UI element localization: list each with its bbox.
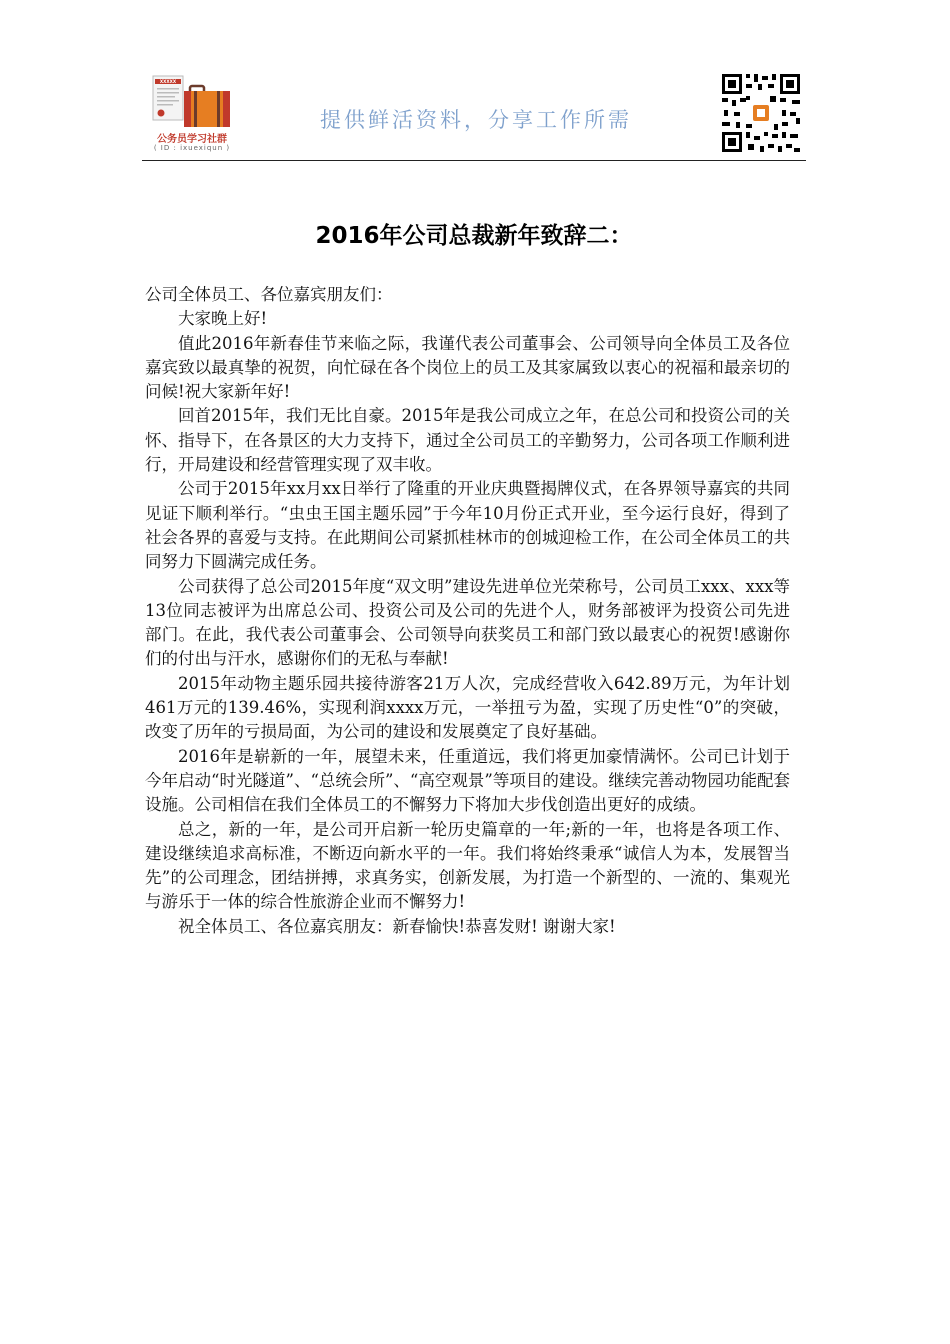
paragraph: 值此2016年新春佳节来临之际，我谨代表公司董事会、公司领导向全体员工及各位嘉宾致以最真挚的祝贺，向忙碌在各个岗位上的员工及其家属致以衷心的祝福和最亲切的问候!祝大家新年好!: [145, 333, 790, 402]
qr-code: [720, 72, 802, 154]
logo-badge-text: XXXXX: [159, 79, 177, 85]
document-title: 2016年公司总裁新年致辞二：: [315, 223, 633, 249]
paragraph: 总之，新的一年，是公司开启新一轮历史篇章的一年;新的一年，也将是各项工作、建设继续追求高标准，不断迈向新水平的一年。我们将始终秉承“诚信人为本，发展智当先”的公司理念，团结拼搏，求真务实，创新发展，为打造一个新型的、一流的、集观光与游乐于一体的综合性旅游企业而不懈努力!: [145, 819, 790, 912]
page-header: [142, 60, 806, 161]
logo-id: ( ID : ixuexiqun ): [153, 144, 231, 152]
paragraph: 公司获得了总公司2015年度“双文明”建设先进单位光荣称号，公司员工xxx、xxx等13位同志被评为出席总公司、投资公司及公司的先进个人，财务部被评为投资公司先进部门。在此，我代表公司董事会、公司领导向获奖员工和部门致以最衷心的祝贺!感谢你们的付出与汗水，感谢你们的无私与奉献!: [145, 576, 790, 669]
salutation: 公司全体员工、各位嘉宾朋友们：: [145, 285, 393, 304]
paragraph: 大家晚上好!: [178, 309, 268, 329]
logo-name: 公务员学习社群: [157, 134, 227, 145]
paragraph: 祝全体员工、各位嘉宾朋友：新春愉快!恭喜发财! 谢谢大家!: [178, 916, 616, 936]
qr-code-icon: [720, 72, 802, 154]
paragraph: 公司于2015年xx月xx日举行了隆重的开业庆典暨揭牌仪式，在各界领导嘉宾的共同见证下顺利举行。“虫虫王国主题乐园”于今年10月份正式开业，至今运行良好，得到了社会各界的喜爱与支持。在此期间公司紧抓桂林市的创城迎检工作，在公司全体员工的共同努力下圆满完成任务。: [145, 479, 790, 572]
paragraph: 2015年动物主题乐园共接待游客21万人次，完成经营收入642.89万元，为年计划461万元的139.46%，实现利润xxxx万元，一举扭亏为盈，实现了历史性“0”的突破，改变了历年的亏损局面，为公司的建设和发展奠定了良好基础。: [145, 673, 790, 742]
paragraph: 2016年是崭新的一年，展望未来，任重道远，我们将更加豪情满怀。公司已计划于今年启动“时光隧道”、“总统会所”、“高空观景”等项目的建设。继续完善动物园功能配套设施。公司相信在我们全体员工的不懈努力下将加大步伐创造出更好的成绩。: [145, 746, 790, 815]
document-body: [145, 283, 790, 939]
paragraph: 回首2015年，我们无比自豪。2015年是我公司成立之年，在总公司和投资公司的关怀、指导下，在各景区的大力支持下，通过全公司员工的辛勤努力，公司各项工作顺利进行，开局建设和经营管理实现了双丰收。: [145, 406, 790, 475]
slogan: 提供鲜活资料，分享工作所需: [320, 108, 632, 132]
